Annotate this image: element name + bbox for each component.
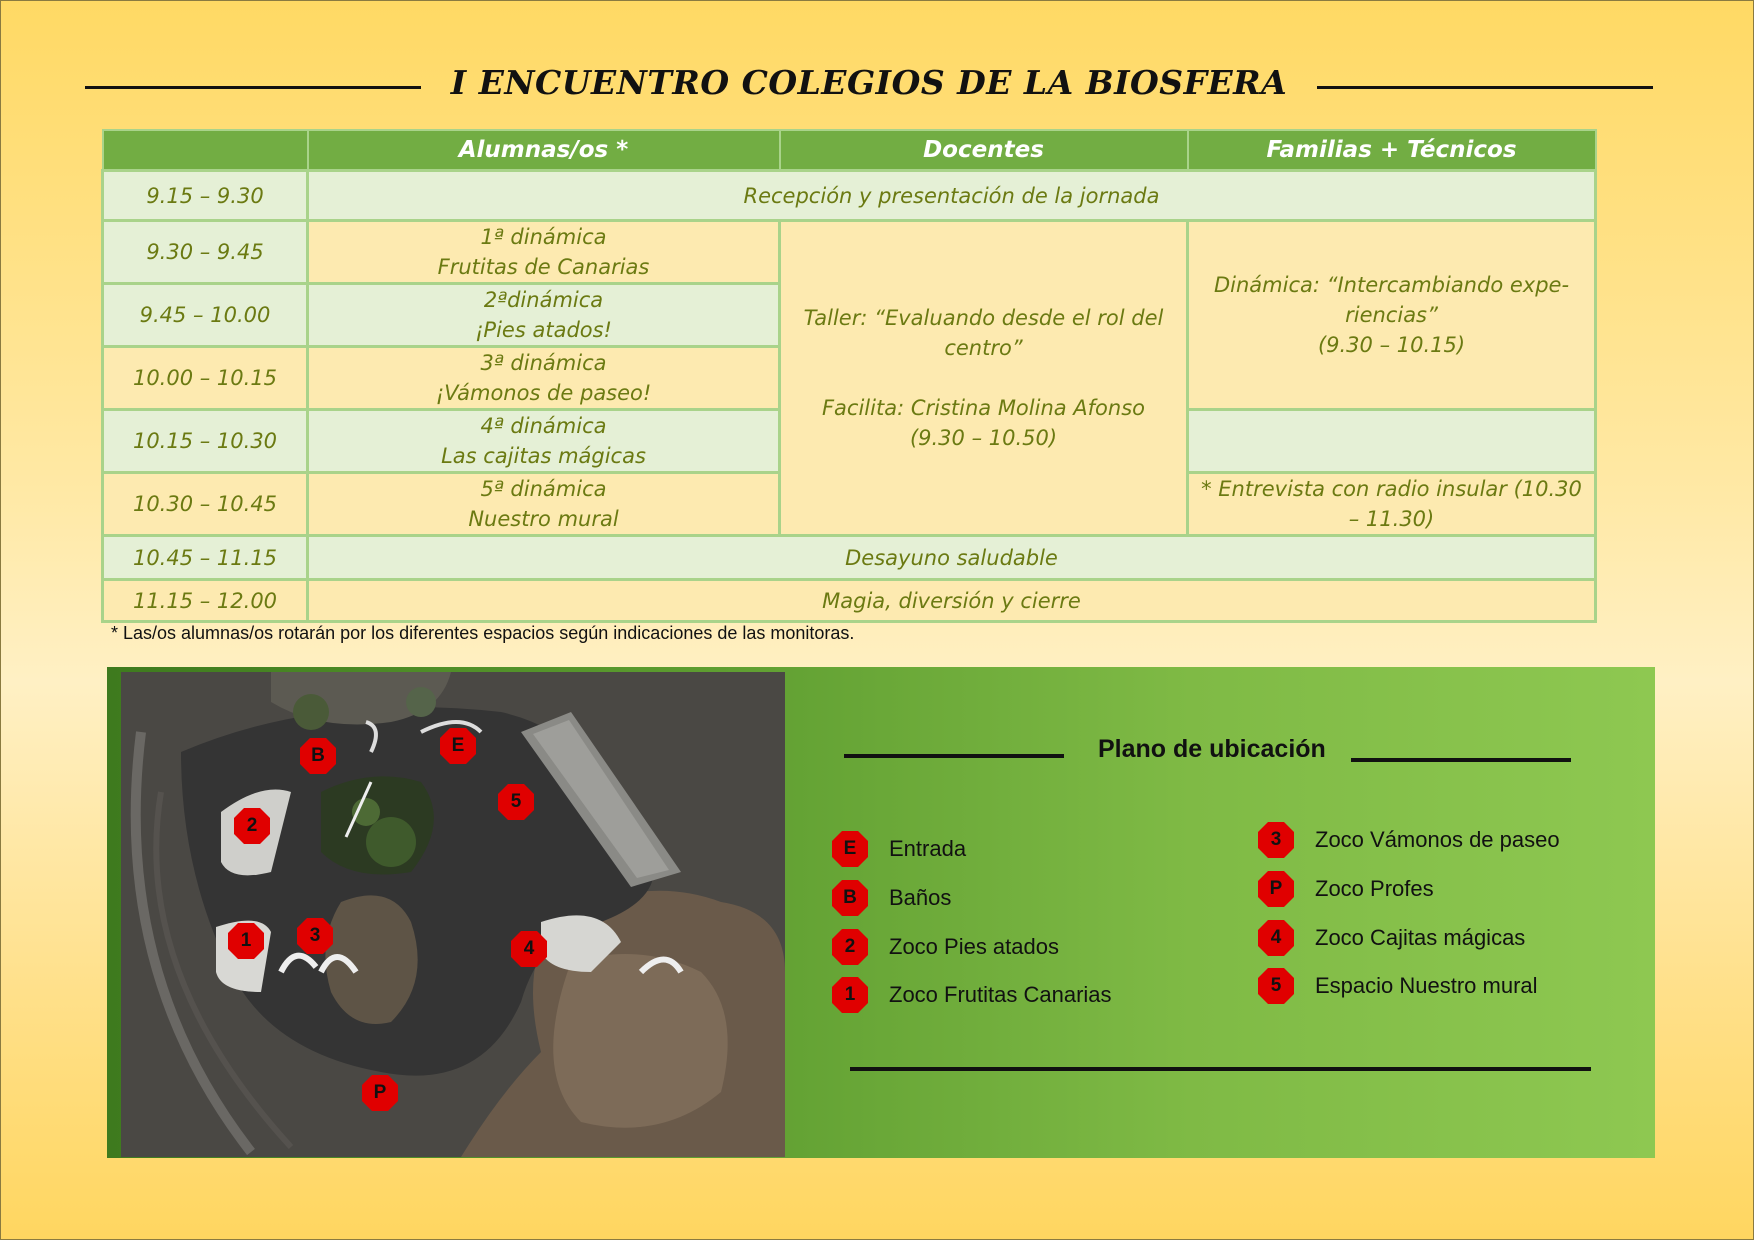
legend-label: Zoco Pies atados [889, 934, 1059, 959]
legend-item-2 [831, 928, 1059, 966]
dinamica-name: Frutitas de Canarias [437, 255, 650, 279]
legend-marker-icon: 5 [1257, 967, 1295, 1005]
legend-item-B [831, 879, 951, 917]
schedule-table [101, 129, 1597, 623]
legend-label: Zoco Cajitas mágicas [1315, 925, 1526, 950]
table-header-row [103, 130, 1596, 171]
legend-item-3 [1257, 821, 1560, 859]
legend-title: Plano de ubicación [1098, 735, 1326, 763]
legend-item-4 [1257, 919, 1525, 957]
header-time [103, 130, 308, 171]
map-marker-5: 5 [497, 783, 535, 821]
dinamica-name: ¡Vámonos de paseo! [435, 381, 652, 405]
legend-rule-left [844, 754, 1064, 758]
footnote: * Las/os alumnas/os rotarán por los diferentes espacios según indicaciones de las monitoras. [111, 623, 855, 643]
facilitadora: Facilita: Cristina Molina Afonso [821, 396, 1146, 420]
time-cell: 10.45 – 11.15 [103, 536, 308, 580]
dinamica-number: 4ª dinámica [480, 414, 607, 438]
familias-cell [1188, 221, 1596, 410]
dinamica-number: 2ªdinámica [483, 288, 604, 312]
legend-marker-icon: 1 [831, 976, 869, 1014]
taller-title-line2: centro” [944, 336, 1023, 360]
legend-label: Zoco Vámonos de paseo [1315, 827, 1560, 852]
time-cell: 11.15 – 12.00 [103, 580, 308, 622]
legend-marker-icon: 4 [1257, 919, 1295, 957]
map-marker-2: 2 [233, 807, 271, 845]
legend-item-1 [831, 976, 1112, 1014]
time-cell: 10.30 – 10.45 [103, 473, 308, 536]
dinamica-name: Las cajitas mágicas [441, 444, 646, 468]
map-marker-4: 4 [510, 930, 548, 968]
legend-label: Zoco Frutitas Canarias [889, 982, 1112, 1007]
merged-activity-cell: Magia, diversión y cierre [308, 580, 1596, 622]
legend-rule-right [1351, 758, 1571, 762]
legend-marker-icon: E [831, 830, 869, 868]
time-cell: 9.15 – 9.30 [103, 171, 308, 221]
legend-item-P [1257, 870, 1434, 908]
table-row [103, 221, 1596, 284]
entrevista-line1: * Entrevista con radio insular (10.30 [1201, 477, 1582, 501]
header-docentes: Docentes [780, 130, 1188, 171]
header-familias: Familias + Técnicos [1188, 130, 1596, 171]
dinamica-number: 3ª dinámica [480, 351, 607, 375]
legend-item-5 [1257, 967, 1538, 1005]
dinamica-number: 5ª dinámica [480, 477, 607, 501]
taller-time: (9.30 – 10.50) [909, 426, 1058, 450]
map-marker-3: 3 [296, 917, 334, 955]
merged-activity-cell: Recepción y presentación de la jornada [308, 171, 1596, 221]
legend-marker-icon: P [1257, 870, 1295, 908]
table-row [103, 536, 1596, 580]
time-cell: 10.15 – 10.30 [103, 410, 308, 473]
alumnos-cell [308, 347, 780, 410]
familias-dinamica-line2: riencias” [1345, 303, 1438, 327]
dinamica-name: Nuestro mural [468, 507, 619, 531]
time-cell: 10.00 – 10.15 [103, 347, 308, 410]
header-alumnos: Alumnas/os * [308, 130, 780, 171]
entrevista-cell [1188, 473, 1596, 536]
legend-item-E [831, 830, 966, 868]
page-title: I ENCUENTRO COLEGIOS DE LA BIOSFERA [450, 63, 1288, 102]
map-marker-1: 1 [227, 922, 265, 960]
map-marker-B: B [299, 737, 337, 775]
legend-marker-icon: 3 [1257, 821, 1295, 859]
alumnos-cell [308, 284, 780, 347]
merged-activity-cell: Desayuno saludable [308, 536, 1596, 580]
familias-dinamica-time: (9.30 – 10.15) [1317, 333, 1466, 357]
table-row [103, 171, 1596, 221]
time-cell: 9.45 – 10.00 [103, 284, 308, 347]
familias-empty-cell [1188, 410, 1596, 473]
alumnos-cell [308, 473, 780, 536]
alumnos-cell [308, 410, 780, 473]
docentes-cell [780, 221, 1188, 536]
legend-marker-icon: B [831, 879, 869, 917]
title-bar [85, 63, 1653, 113]
map-marker-P: P [361, 1074, 399, 1112]
dinamica-number: 1ª dinámica [480, 225, 607, 249]
title-rule-right [1317, 86, 1653, 89]
legend-label: Zoco Profes [1315, 876, 1434, 901]
dinamica-name: ¡Pies atados! [475, 318, 612, 342]
taller-title-line1: Taller: “Evaluando desde el rol del [803, 306, 1164, 330]
table-row [103, 580, 1596, 622]
time-cell: 9.30 – 9.45 [103, 221, 308, 284]
legend-label: Espacio Nuestro mural [1315, 973, 1538, 998]
legend-label: Baños [889, 885, 952, 910]
alumnos-cell [308, 221, 780, 284]
legend-bottom-rule [850, 1067, 1591, 1071]
legend-marker-icon: 2 [831, 928, 869, 966]
aerial-map-image [121, 672, 785, 1157]
legend-label: Entrada [889, 836, 967, 861]
map-marker-E: E [439, 727, 477, 765]
entrevista-line2: – 11.30) [1348, 507, 1435, 531]
familias-dinamica-line1: Dinámica: “Intercambiando expe- [1213, 273, 1570, 297]
